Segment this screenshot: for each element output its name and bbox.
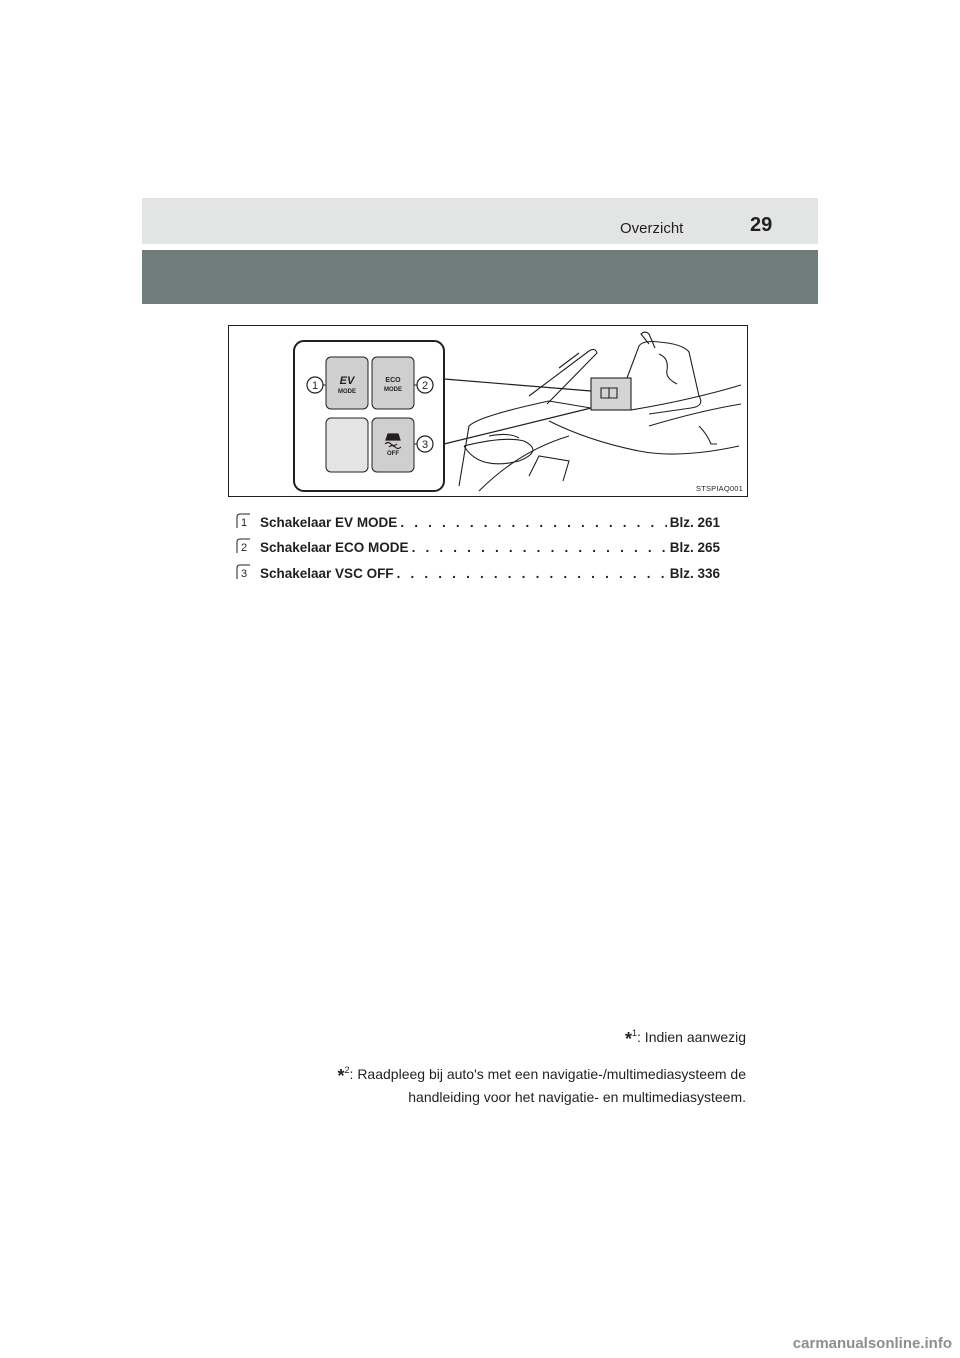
- switch-panel-outline: [294, 341, 444, 491]
- ev-switch-label-top: EV: [339, 375, 355, 387]
- console-switch-figure: [228, 325, 748, 497]
- svg-text:2: 2: [421, 380, 429, 392]
- item-page-ref[interactable]: Blz. 265: [669, 540, 720, 555]
- item-label: Schakelaar ECO MODE: [260, 540, 409, 555]
- svg-text:2: 2: [240, 542, 248, 554]
- footnote-1: *$^1$: Indien aanwezig: [625, 1028, 746, 1049]
- svg-text:3: 3: [421, 439, 429, 451]
- leader-line-bottom: [444, 408, 591, 444]
- svg-text:1: 1: [240, 517, 248, 529]
- number-badge-2: [236, 538, 251, 554]
- item-label: Schakelaar EV MODE: [260, 515, 398, 530]
- watermark: carmanualsonline.info: [792, 1335, 952, 1352]
- eco-switch-label-top: ECO: [385, 377, 401, 384]
- leader-dots: [397, 566, 667, 581]
- leader-line-top: [444, 379, 591, 391]
- list-item: [236, 538, 726, 558]
- footnote-2: *$^2$: Raadpleeg bij auto's met een navigatie-/multimediasysteem de handleiding voor het navigatie- en multimediasysteem.: [337, 1065, 746, 1105]
- section-title: Overzicht: [620, 220, 684, 237]
- eco-switch-label-bottom: MODE: [384, 387, 402, 393]
- list-item: [236, 513, 726, 533]
- item-page-ref[interactable]: Blz. 261: [669, 515, 720, 530]
- item-page-ref[interactable]: Blz. 336: [669, 566, 720, 581]
- header-bar: [142, 198, 818, 244]
- item-label: Schakelaar VSC OFF: [260, 566, 394, 581]
- svg-text:3: 3: [240, 568, 248, 580]
- center-console-sketch: [459, 332, 741, 491]
- console-illustration: [229, 326, 748, 497]
- asterisk-icon: *: [625, 1029, 633, 1049]
- leader-dots: [400, 515, 666, 530]
- svg-text:1: 1: [311, 380, 319, 392]
- figure-code: STSPIAQ001: [695, 484, 743, 493]
- ev-switch-label-bottom: MODE: [338, 389, 356, 395]
- section-band: [142, 250, 818, 304]
- page-number: 29: [750, 214, 773, 236]
- list-item: [236, 564, 726, 584]
- leader-dots: [412, 540, 667, 555]
- asterisk-icon: *: [337, 1066, 345, 1086]
- blank-switch: [326, 418, 368, 472]
- number-badge-3: [236, 564, 251, 580]
- vsc-switch-label-bottom: OFF: [387, 451, 399, 457]
- number-badge-1: [236, 513, 251, 529]
